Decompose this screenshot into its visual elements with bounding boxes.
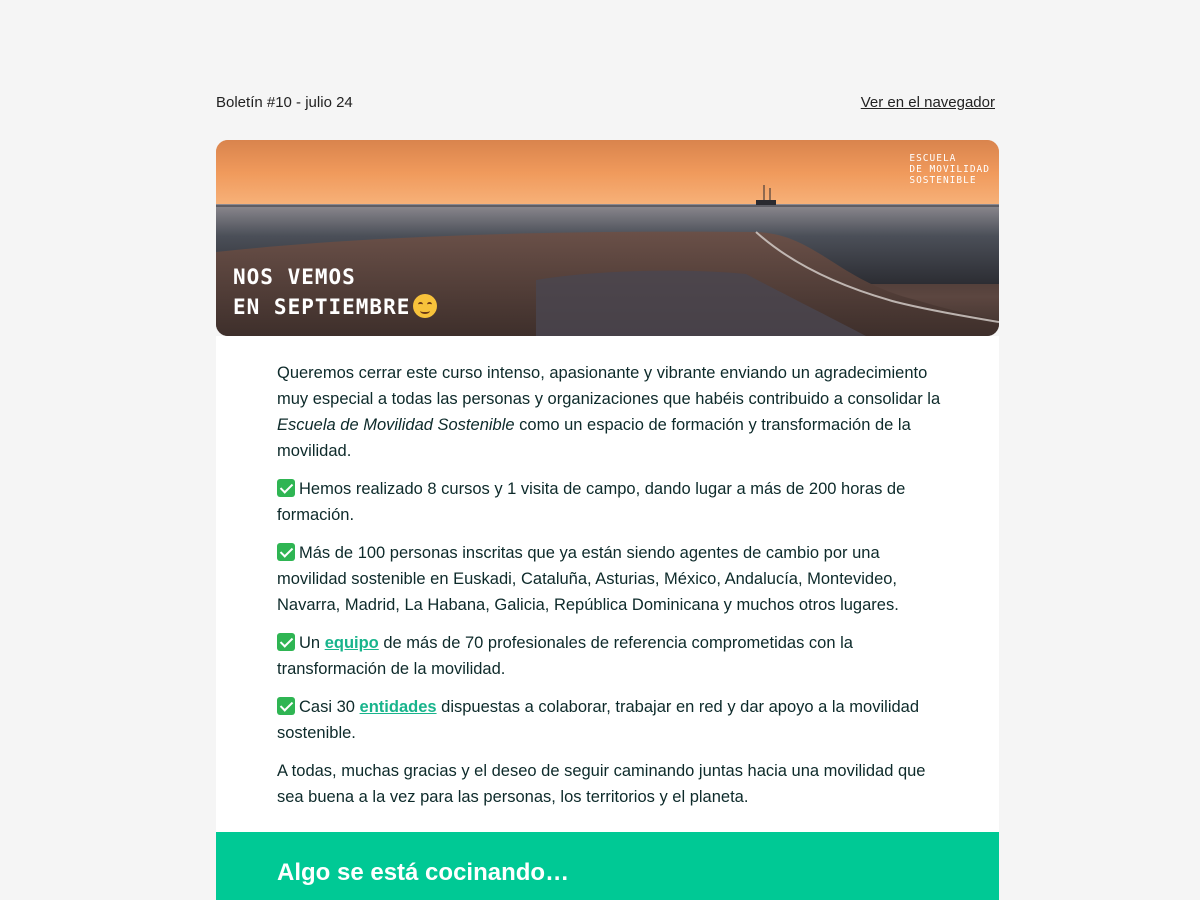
check-icon [277, 633, 295, 651]
section-title: Algo se está cocinando… [277, 859, 570, 886]
list-item: Un equipo de más de 70 profesionales de referencia comprometidas con la transformación de la movilidad. [277, 634, 853, 678]
body-text [277, 360, 947, 822]
hero-banner [216, 140, 999, 336]
issue-label: Boletín #10 - julio 24 [216, 94, 353, 111]
cooking-section [216, 832, 999, 900]
hero-title-line1: NOS VEMOS [233, 265, 356, 289]
check-icon [277, 543, 295, 561]
team-link[interactable]: equipo [324, 634, 379, 652]
entities-link[interactable]: entidades [359, 698, 437, 716]
closing-paragraph: A todas, muchas gracias y el deseo de seguir caminando juntas hacia una movilidad que sea buena a la vez para las personas, los territorios y el planeta. [277, 762, 926, 806]
check-icon [277, 479, 295, 497]
check-icon [277, 697, 295, 715]
list-item: Más de 100 personas inscritas que ya están siendo agentes de cambio por una movilidad sostenible en Euskadi, Cataluña, Asturias, México, Andalucía, Montevideo, Navarra, Madrid, La Habana, Galicia, República Dominicana y muchos otros lugares. [277, 544, 899, 614]
hero-title [233, 262, 437, 322]
intro-paragraph: Queremos cerrar este curso intenso, apasionante y vibrante enviando un agradecimiento muy especial a todas las personas y organizaciones que habéis contribuido a consolidar la Escuela de Movilidad Sostenible como un espacio de formación y transformación de la movilidad. [277, 364, 941, 460]
view-in-browser-link[interactable]: Ver en el navegador [860, 94, 995, 111]
smiling-face-icon [413, 294, 437, 318]
list-item: Casi 30 entidades dispuestas a colaborar, trabajar en red y dar apoyo a la movilidad sostenible. [277, 698, 920, 742]
hero-title-line2: EN SEPTIEMBRE [233, 292, 437, 322]
list-item: Hemos realizado 8 cursos y 1 visita de campo, dando lugar a más de 200 horas de formación. [277, 480, 906, 524]
school-logo: ESCUELA DE MOVILIDAD SOSTENIBLE [909, 153, 990, 186]
main-content [216, 336, 999, 832]
preheader [216, 92, 999, 114]
